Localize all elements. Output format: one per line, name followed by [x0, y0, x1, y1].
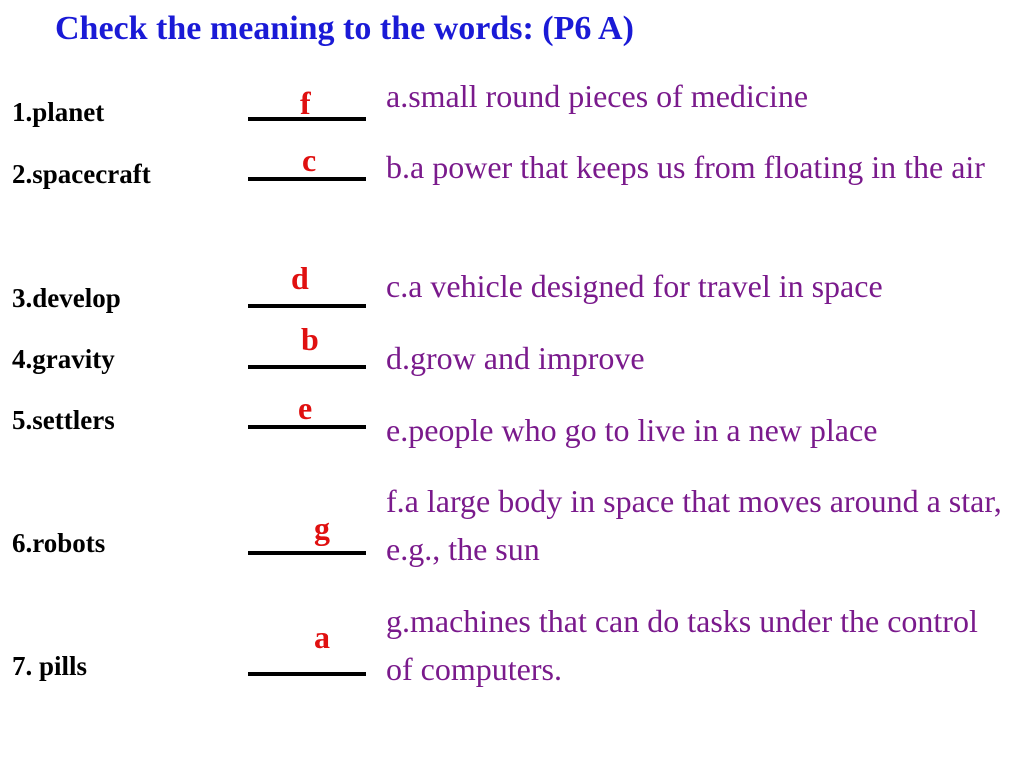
answer-letter-6: g — [314, 510, 330, 546]
answer-blank-3[interactable] — [248, 304, 366, 308]
answer-letter-2: c — [302, 142, 317, 178]
word-settlers: 5.settlers — [12, 405, 115, 435]
word-planet: 1.planet — [12, 97, 105, 127]
word-gravity: 4.gravity — [12, 344, 115, 374]
definition-a: a.small round pieces of medicine — [386, 78, 809, 114]
word-develop: 3.develop — [12, 283, 121, 313]
word-pills: 7. pills — [12, 651, 88, 681]
answer-blank-6[interactable] — [248, 551, 366, 555]
answer-letter-1: f — [300, 85, 311, 121]
definition-d: d.grow and improve — [386, 340, 645, 376]
answer-letter-3: d — [291, 260, 309, 296]
definition-b: b.a power that keeps us from floating in the air — [386, 149, 985, 185]
word-spacecraft: 2.spacecraft — [12, 159, 151, 189]
answer-letter-7: a — [314, 619, 330, 655]
definition-e: e.people who go to live in a new place — [386, 412, 878, 448]
answer-letter-5: e — [298, 390, 313, 426]
answer-blank-7[interactable] — [248, 672, 366, 676]
answer-blank-4[interactable] — [248, 365, 366, 369]
definition-f: f.a large body in space that moves around a star, e.g., the sun — [386, 483, 1002, 567]
word-robots: 6.robots — [12, 528, 106, 558]
definition-g: g.machines that can do tasks under the control of computers. — [386, 603, 978, 687]
page-title: Check the meaning to the words: (P6 A) — [55, 10, 634, 47]
definition-c: c.a vehicle designed for travel in space — [386, 268, 883, 304]
answer-letter-4: b — [301, 321, 319, 357]
